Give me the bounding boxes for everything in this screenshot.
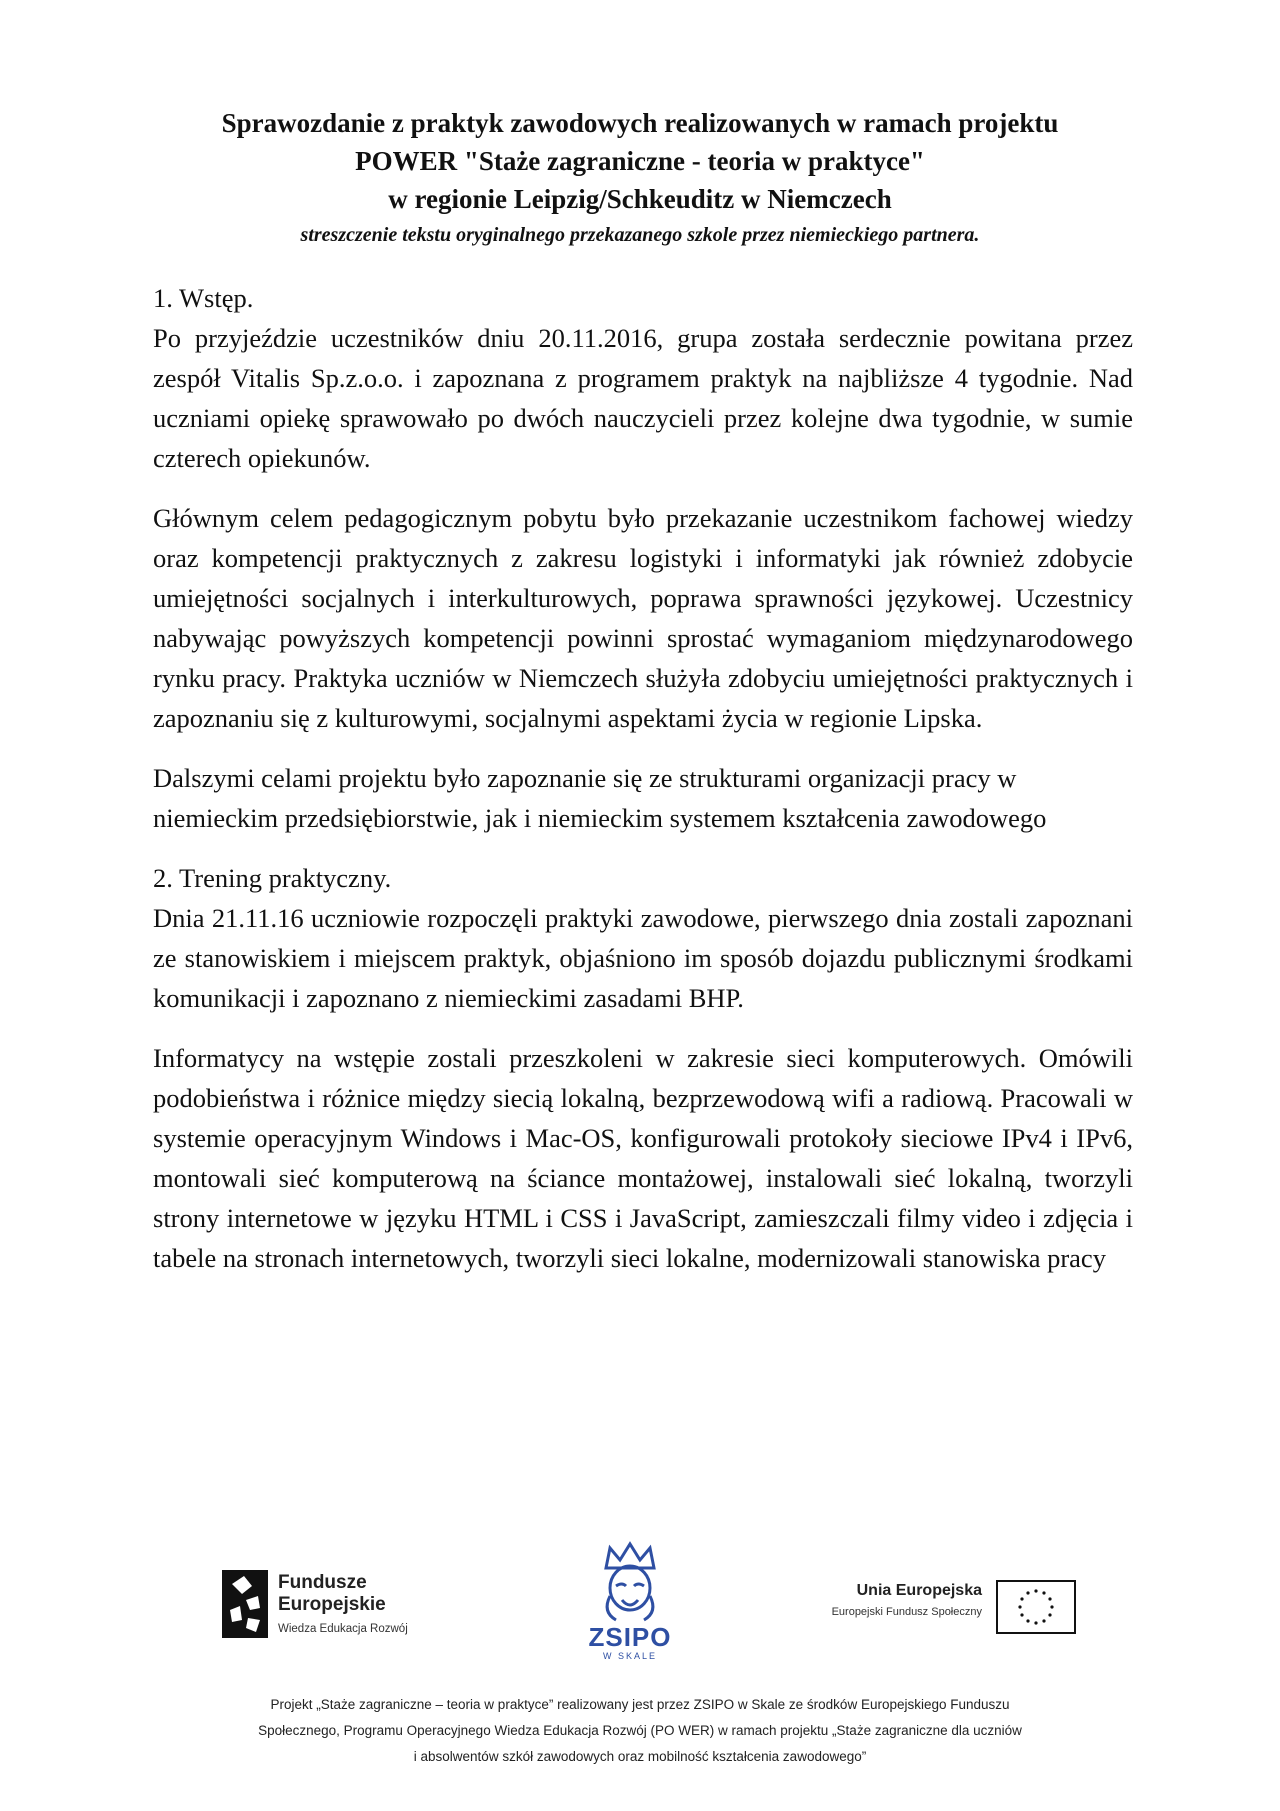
king-crest-icon — [592, 1540, 668, 1624]
ue-line-1: Unia Europejska — [856, 1582, 982, 1599]
zsipo-logo — [570, 1540, 690, 1680]
subtitle: streszczenie tekstu oryginalnego przekazanego szkole przez niemieckiego partnera. — [300, 224, 980, 246]
zsipo-name: ZSIPO — [588, 1622, 672, 1652]
title-line-3: w regionie Leipzig/Schkeuditz w Niemczech — [388, 184, 892, 214]
document-body — [153, 278, 1133, 1298]
sponsor-logos — [0, 1540, 1280, 1680]
section-1-heading: 1. Wstęp. — [153, 283, 254, 313]
section-2-heading: 2. Trening praktyczny. — [153, 863, 392, 893]
footer-line-3: i absolwentów szkół zawodowych oraz mobilność kształcenia zawodowego” — [413, 1749, 867, 1764]
section-2-paragraph-1: Dnia 21.11.16 uczniowie rozpoczęli praktyki zawodowe, pierwszego dnia zostali zapoznani ze stanowiskiem i miejscem praktyk, objaśniono im sposób dojazdu publicznymi środkami komunikacji i zapoznano z niemieckimi zasadami BHP. — [153, 903, 1133, 1013]
unia-europejska-logo — [818, 1580, 1078, 1640]
section-1-paragraph-3: Dalszymi celami projektu było zapoznanie się ze strukturami organizacji pracy w niemieckim przedsiębiorstwie, jak i niemieckim systemem kształcenia zawodowego — [153, 763, 1047, 833]
fe-line-1: Fundusze — [278, 1572, 367, 1593]
title-line-2: POWER "Staże zagraniczne - teoria w praktyce" — [355, 146, 925, 176]
section-2-paragraph-2: Informatycy na wstępie zostali przeszkoleni w zakresie sieci komputerowych. Omówili podobieństwa i różnice między siecią lokalną, bezprzewodową wifi a radiową. Pracowali w systemie operacyjnym Windows i Mac-OS, konfigurowali protokoły sieciowe IPv4 i IPv6, montowali sieć komputerową na ściance montażowej, instalowali sieć lokalną, tworzyli strony internetowe w języku HTML i CSS i JavaScript, zamieszczali filmy video i zdjęcia i tabele na stronach internetowych, tworzyli sieci lokalne, modernizowali stanowiska pracy — [153, 1043, 1133, 1273]
fundusze-europejskie-logo — [222, 1570, 452, 1660]
ue-line-2: Europejski Fundusz Społeczny — [831, 1606, 982, 1618]
title-line-1: Sprawozdanie z praktyk zawodowych realizowanych w ramach projektu — [221, 108, 1059, 138]
section-1-paragraph-1: Po przyjeździe uczestników dniu 20.11.2016, grupa została serdecznie powitana przez zespół Vitalis Sp.z.o.o. i zapoznana z programem praktyk na najbliższe 4 tygodnie. Nad uczniami opiekę sprawowało po dwóch nauczycieli przez kolejne dwa tygodnie, w sumie czterech opiekunów. — [153, 323, 1133, 473]
zsipo-sub: W SKALE — [602, 1651, 657, 1661]
fe-line-3: Wiedza Edukacja Rozwój — [278, 1623, 408, 1635]
footer-line-1: Projekt „Staże zagraniczne – teoria w praktyce” realizowany jest przez ZSIPO w Skale ze środków Europejskiego Funduszu — [270, 1697, 1010, 1712]
project-footer — [140, 1692, 1140, 1770]
fundusze-europejskie-mark-icon — [222, 1570, 268, 1638]
footer-line-2: Społecznego, Programu Operacyjnego Wiedza Edukacja Rozwój (PO WER) w ramach projektu „Staże zagraniczne dla uczniów — [258, 1723, 1022, 1738]
document-header — [130, 104, 1150, 250]
section-1-paragraph-2: Głównym celem pedagogicznym pobytu było przekazanie uczestnikom fachowej wiedzy oraz kompetencji praktycznych z zakresu logistyki i informatyki jak również zdobycie umiejętności socjalnych i interkulturowych, poprawa sprawności językowej. Uczestnicy nabywając powyższych kompetencji powinni sprostać wymaganiom międzynarodowego rynku pracy. Praktyka uczniów w Niemczech służyła zdobyciu umiejętności praktycznych i zapoznaniu się z kulturowymi, socjalnymi aspektami życia w regionie Lipska. — [153, 503, 1133, 733]
eu-flag-icon — [996, 1580, 1076, 1634]
fe-line-2: Europejskie — [278, 1594, 386, 1615]
